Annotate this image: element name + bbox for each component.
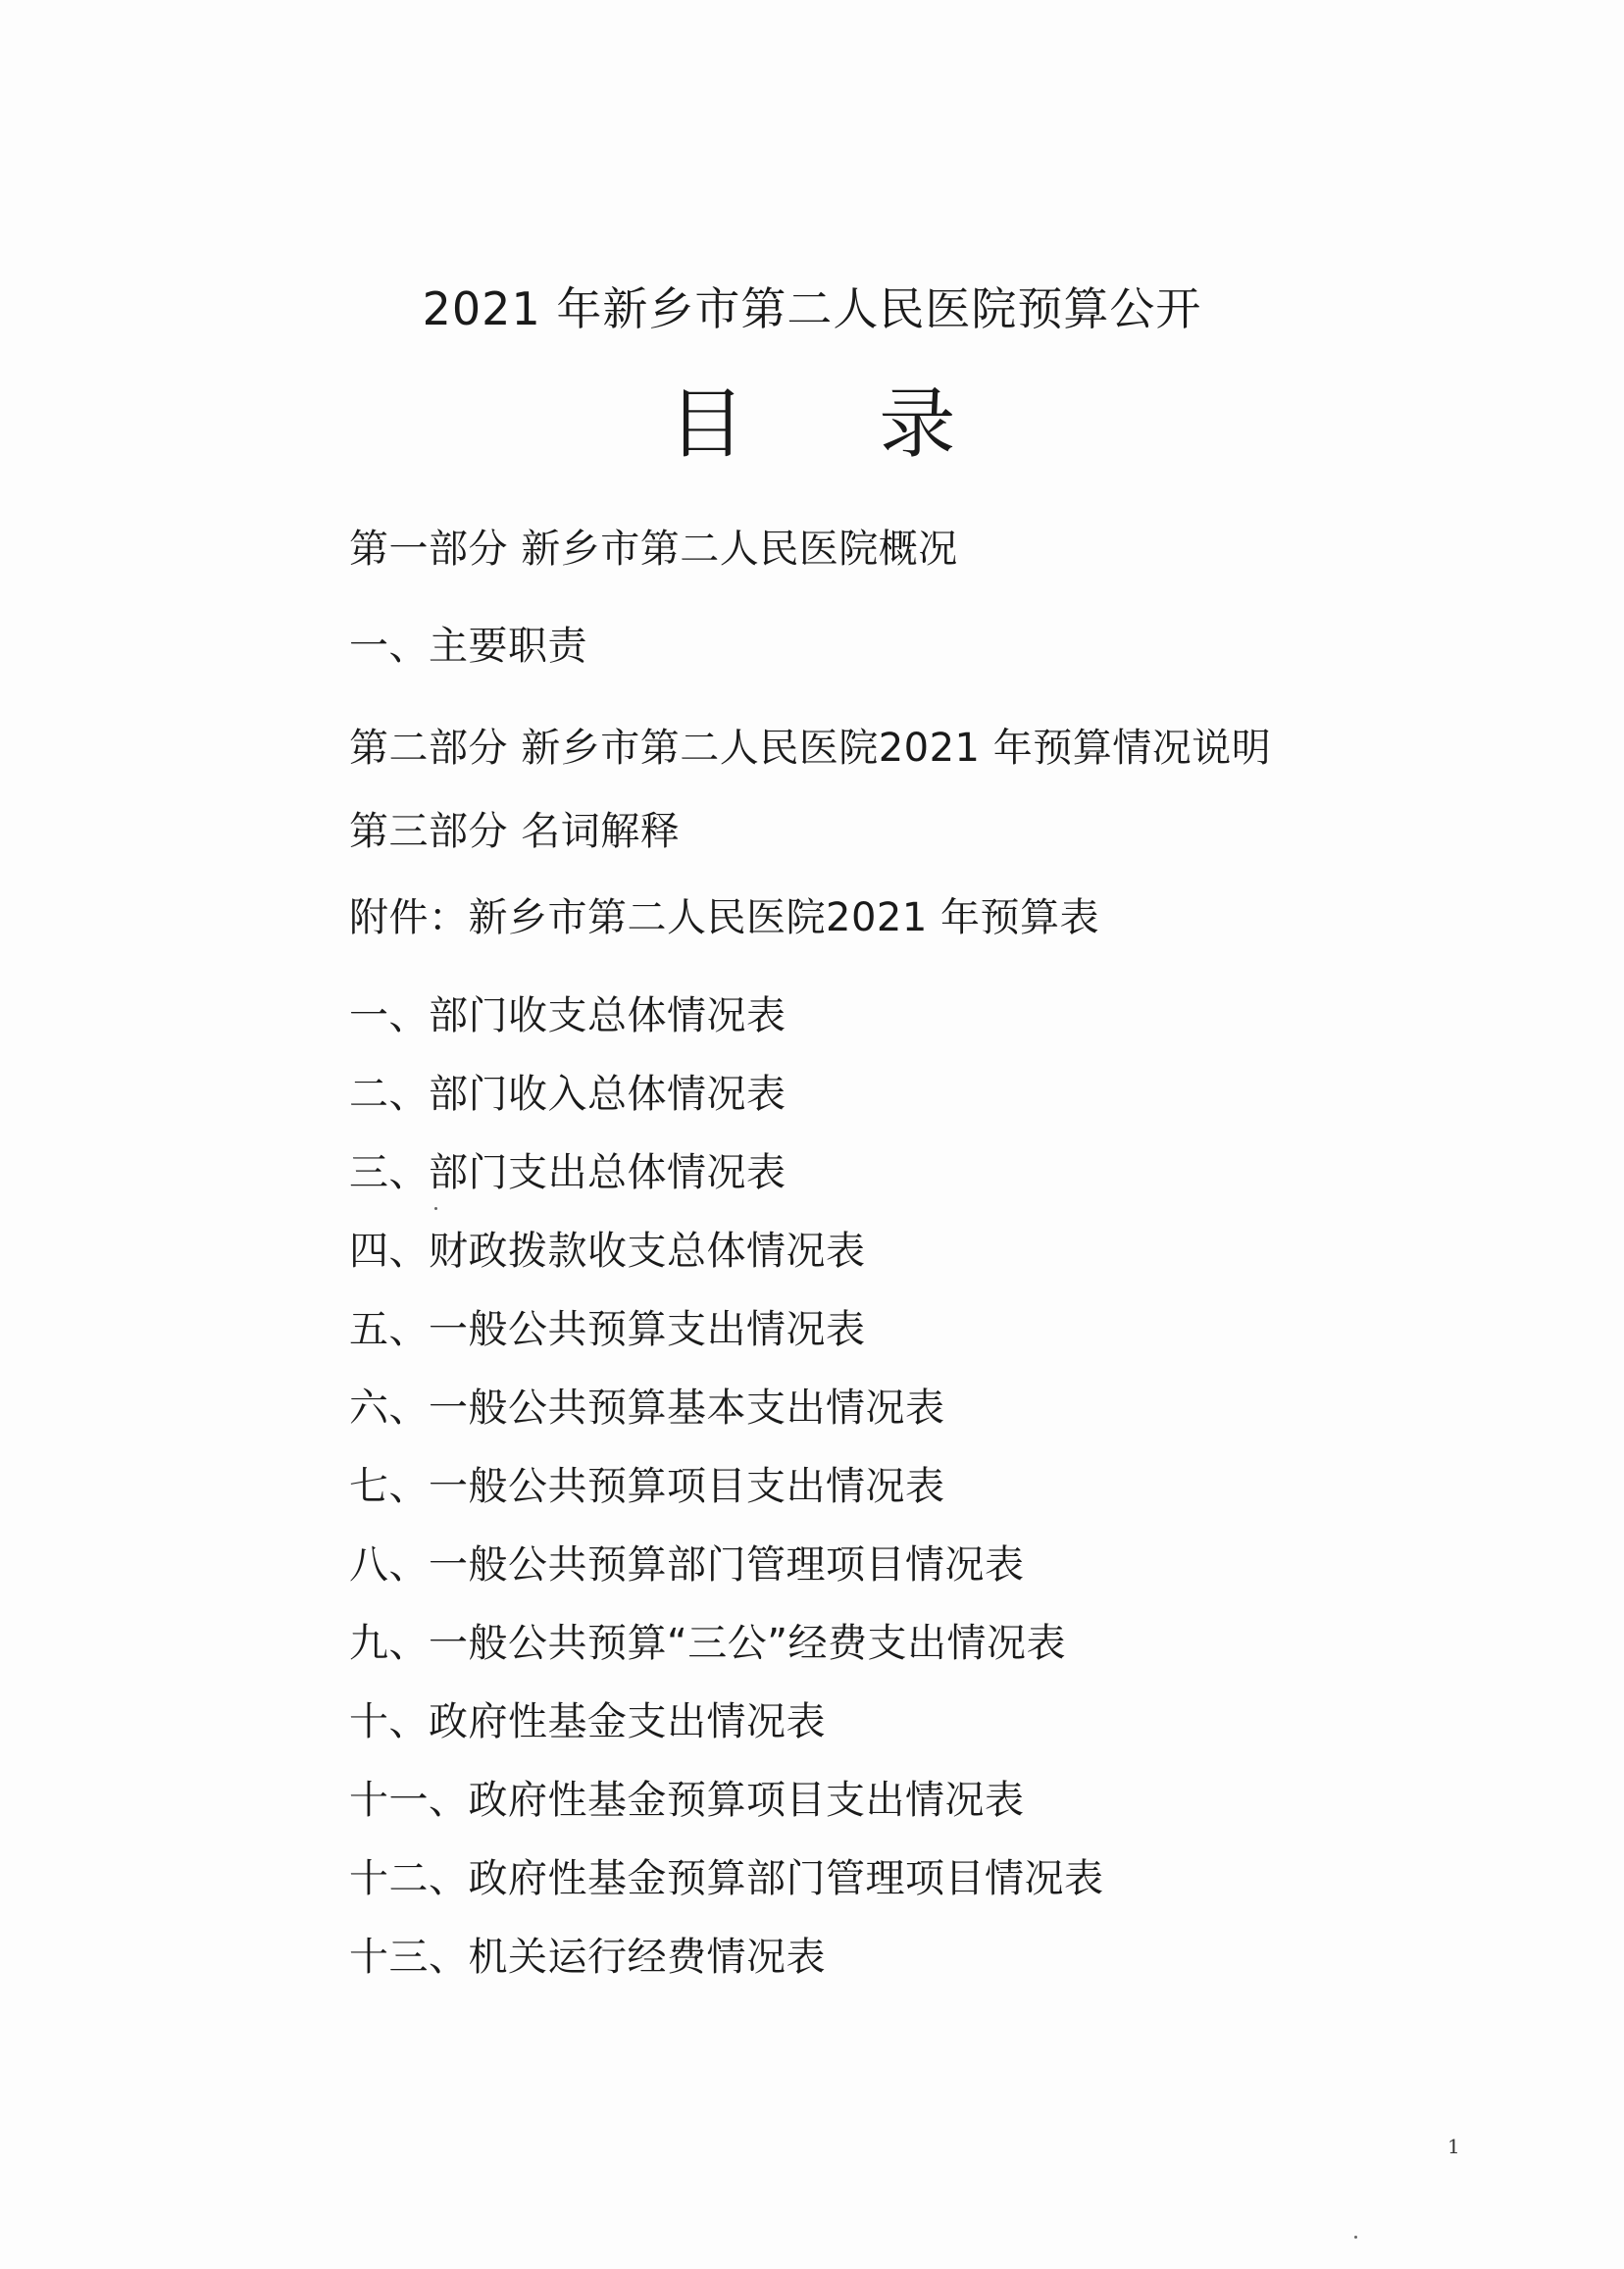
table-list [349,990,1104,2010]
section-part-two: 第二部分 新乡市第二人民医院2021 年预算情况说明 [349,726,1272,771]
scan-speck [1354,2236,1357,2239]
list-item: 八、一般公共预算部门管理项目情况表 [349,1542,1025,1588]
section-attachment: 附件：新乡市第二人民医院2021 年预算表 [349,895,1100,940]
list-item: 四、财政拨款收支总体情况表 [349,1229,866,1274]
section-part-three: 第三部分 名词解释 [349,809,681,854]
scan-speck [434,1207,437,1210]
list-item: 二、部门收入总体情况表 [349,1072,787,1117]
list-item: 六、一般公共预算基本支出情况表 [349,1386,945,1431]
list-item: 十二、政府性基金预算部门管理项目情况表 [349,1856,1104,1901]
toc-heading: 目 录 [668,380,1011,469]
page-number: 1 [1447,2135,1460,2158]
section-part-one: 第一部分 新乡市第二人民医院概况 [349,527,958,572]
list-item: 一、部门收支总体情况表 [349,993,787,1038]
list-item: 十一、政府性基金预算项目支出情况表 [349,1778,1025,1823]
section-main-duties: 一、主要职责 [349,624,587,669]
list-item: 七、一般公共预算项目支出情况表 [349,1464,945,1509]
list-item: 三、部门支出总体情况表 [349,1150,787,1195]
list-item: 九、一般公共预算“三公”经费支出情况表 [349,1621,1066,1666]
list-item: 五、一般公共预算支出情况表 [349,1307,866,1352]
list-item: 十三、机关运行经费情况表 [349,1935,826,1980]
document-title: 2021 年新乡市第二人民医院预算公开 [422,282,1202,335]
list-item: 十、政府性基金支出情况表 [349,1699,826,1744]
